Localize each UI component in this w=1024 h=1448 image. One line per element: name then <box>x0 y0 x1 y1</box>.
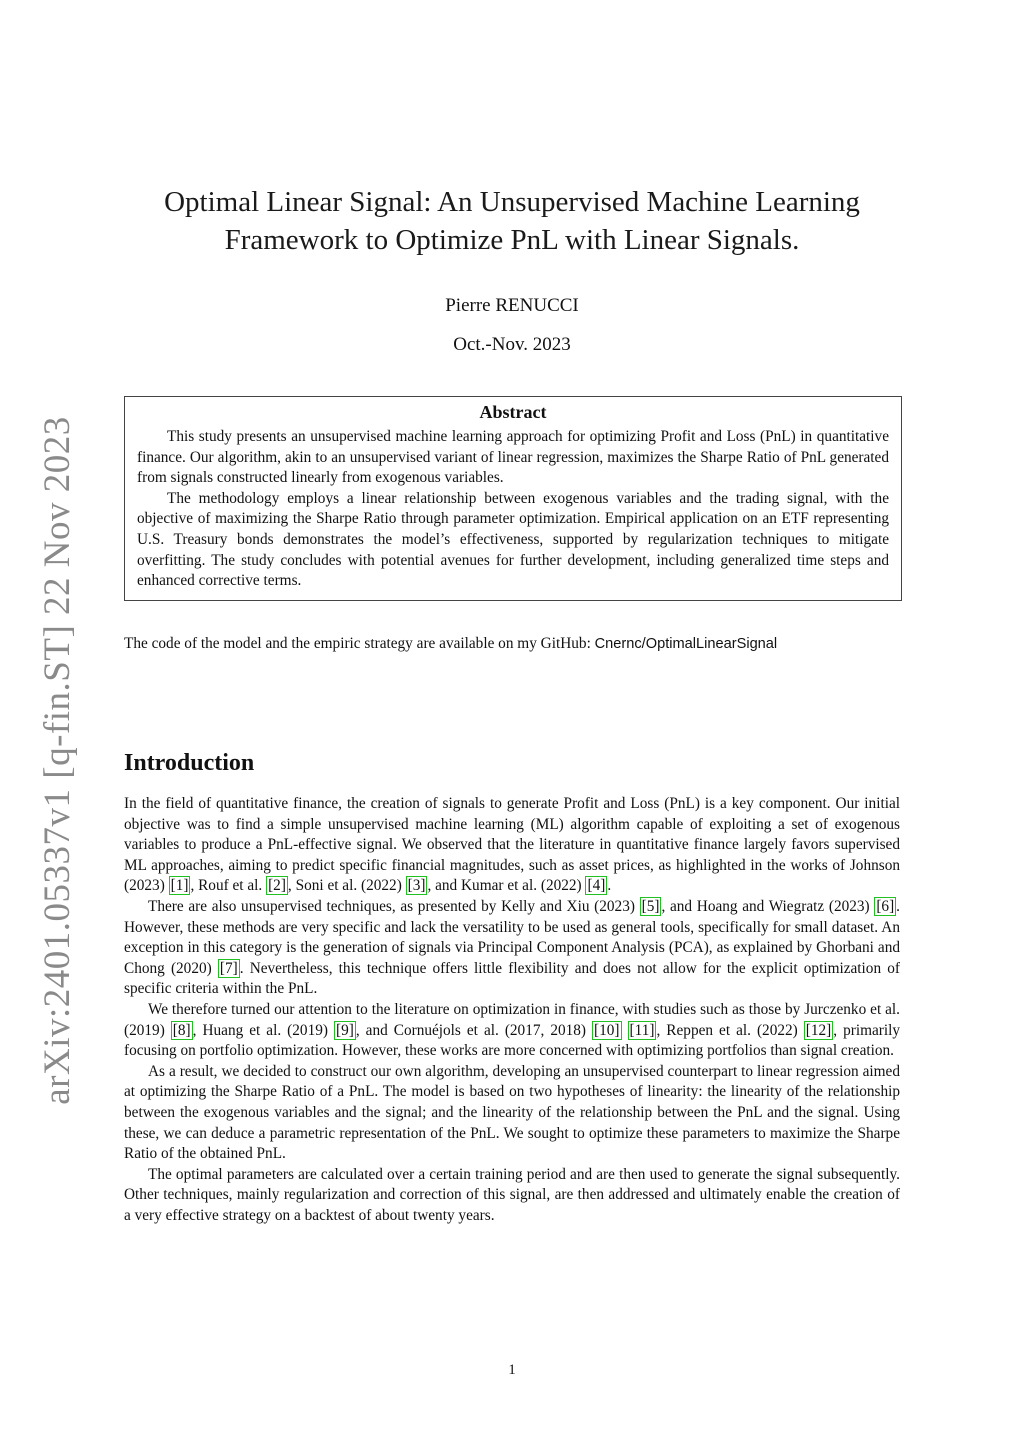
code-availability-line <box>124 634 904 654</box>
title-block <box>124 183 900 356</box>
title-line-2: Framework to Optimize PnL with Linear Signals. <box>224 224 800 256</box>
publication-date: Oct.-Nov. 2023 <box>453 334 571 355</box>
citation-link[interactable]: [4] <box>587 877 606 895</box>
page-number: 1 <box>508 1362 516 1378</box>
code-availability-text: The code of the model and the empiric strategy are available on my GitHub: <box>124 635 595 652</box>
intro-paragraph-2 <box>124 897 900 1000</box>
intro-paragraph-3 <box>124 1000 900 1062</box>
intro-p3-text: , and Cornuéjols et al. (2017, 2018) <box>355 1021 593 1039</box>
intro-p1-text: . <box>607 877 612 895</box>
intro-p1-text: , Rouf et al. <box>190 877 267 895</box>
intro-p3-text <box>622 1022 628 1039</box>
abstract-heading: Abstract <box>479 402 547 422</box>
intro-paragraph-1 <box>124 794 900 897</box>
github-repo-link[interactable]: Cnernc/OptimalLinearSignal <box>594 636 778 652</box>
intro-p1-text: In the field of quantitative finance, the creation of signals to generate Profit and Loss (PnL) is a key component. Our initial objective was to find a simple unsupervised machine learning (ML) algorithm capable of exploiting a set of exogenous variables to produce a PnL-effective signal. We observed that the literature in quantitative finance largely favors supervised ML approaches, aiming to predict specific financial magnitudes, such as asset prices, as highlighted in the works of Johnson (2023) <box>124 795 900 895</box>
citation-link[interactable]: [10] <box>594 1021 620 1039</box>
intro-p2-text: There are also unsupervised techniques, as presented by Kelly and Xiu (2023) <box>148 897 640 915</box>
intro-p1-text: , Soni et al. (2022) <box>287 877 406 895</box>
citation-link[interactable]: [1] <box>170 877 189 895</box>
arxiv-side-stamp <box>20 415 94 1105</box>
citation-link[interactable]: [11] <box>629 1021 655 1039</box>
intro-p3-text: We therefore turned our attention to the literature on optimization in finance, with studies such as those by Jurczenko et al. (2019) <box>124 1000 900 1039</box>
intro-p3-text: , Reppen et al. (2022) <box>656 1021 804 1039</box>
intro-p3-text: , Huang et al. (2019) <box>192 1021 334 1039</box>
author-name: Pierre RENUCCI <box>445 295 579 316</box>
citation-link[interactable]: [2] <box>268 877 286 895</box>
citation-link[interactable]: [8] <box>172 1021 191 1039</box>
citation-link[interactable]: [6] <box>876 897 895 915</box>
intro-p2-text: . However, these methods are very specific and lack the versatility to be used as general tools, specifically for small dataset. An exception in this category is the generation of signals via Principal Component Analysis (PCA), as explained by Ghorbani and Chong (2020) <box>124 897 900 977</box>
intro-paragraph-5: The optimal parameters are calculated over a certain training period and are then used to generate the signal subsequently. Other techniques, mainly regularization and correction of this signal, are then addressed and ultimately enable the creation of a very effective strategy on a backtest of about twenty years. <box>124 1165 900 1224</box>
intro-p3-text: , primarily focusing on portfolio optimization. However, these works are more concerned with optimizing portfolios than signal creation. <box>124 1021 901 1060</box>
abstract-box <box>124 396 902 601</box>
abstract-paragraph-1: This study presents an unsupervised machine learning approach for optimizing Profit and Loss (PnL) in quantitative finance. Our algorithm, akin to an unsupervised variant of linear regression, maximizes the Sharpe Ratio of PnL generated from signals constructed linearly from exogenous variables. <box>137 428 889 487</box>
intro-p1-text: , and Kumar et al. (2022) <box>427 877 586 895</box>
intro-paragraph-4: As a result, we decided to construct our own algorithm, developing an unsupervised counterpart to linear regression aimed at optimizing the Sharpe Ratio of a PnL. The model is based on two hypotheses of linearity: the linearity of the relationship between the exogenous variables and the signal; and the linearity of the relationship between the PnL and the signal. Using these, we can deduce a parametric representation of the PnL. We sought to optimize these parameters to maximize the Sharpe Ratio of the obtained PnL. <box>124 1062 900 1163</box>
citation-link[interactable]: [3] <box>407 877 426 895</box>
citation-link[interactable]: [9] <box>335 1021 354 1039</box>
abstract-paragraph-2: The methodology employs a linear relationship between exogenous variables and the trading signal, with the objective of maximizing the Sharpe Ratio through parameter optimization. Empirical application on an ETF representing U.S. Treasury bonds demonstrates the model’s effectiveness, supported by regularization techniques to mitigate overfitting. The study concludes with potential avenues for further development, including generalized time steps and enhanced corrective terms. <box>137 489 889 590</box>
intro-p2-text: . Nevertheless, this technique offers little flexibility and does not allow for the explicit optimization of specific criteria within the PnL. <box>124 959 900 998</box>
paper-title <box>124 183 900 259</box>
citation-link[interactable]: [7] <box>219 959 238 977</box>
introduction-body <box>124 794 900 1226</box>
introduction-heading: Introduction <box>124 750 255 776</box>
arxiv-identifier: arXiv:2401.05337v1 [q-fin.ST] 22 Nov 2023 <box>36 415 78 1105</box>
intro-p2-text: , and Hoang and Wiegratz (2023) <box>661 897 875 915</box>
citation-link[interactable]: [5] <box>641 897 660 915</box>
title-line-1: Optimal Linear Signal: An Unsupervised Machine Learning <box>164 186 860 218</box>
citation-link[interactable]: [12] <box>805 1021 832 1039</box>
